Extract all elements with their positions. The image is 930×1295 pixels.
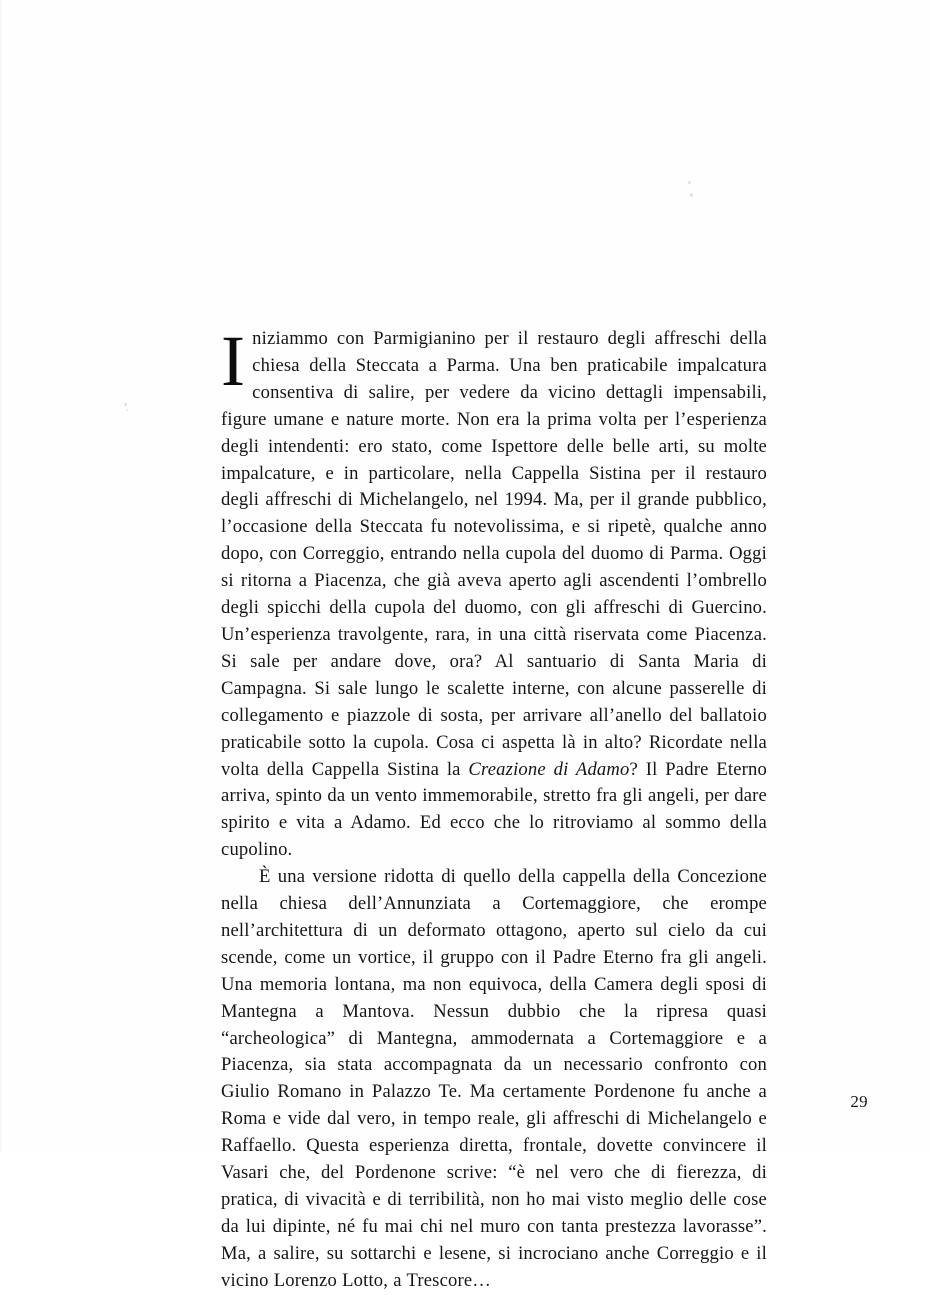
- artwork-title-italic: Creazione di Adamo: [468, 758, 630, 780]
- paragraph-1-part-b: ? Il Padre Eterno arriva, spinto da un vento immemorabile, stretto fra gli angeli, per dare spirito e vita a Adamo. Ed ecco che lo ritroviamo al sommo della cupolino.: [221, 758, 767, 861]
- body-text-block: [221, 321, 767, 1295]
- scan-dust-speck: [126, 409, 128, 411]
- scan-dust-speck: [124, 403, 127, 406]
- paragraph-1-part-a: niziammo con Parmigianino per il restauro degli affreschi della chiesa della Steccata a Parma. Una ben praticabile impalcatura consentiva di salire, per vedere da vicino dettagli impensabili, figure umane e nature morte. Non era la prima volta per l’esperienza degli intendenti: ero stato, come Ispettore delle belle arti, su molte impalcature, e in particolare, nella Cappella Sistina per il restauro degli affreschi di Michelangelo, nel 1994. Ma, per il grande pubblico, l’occasione della Steccata fu notevolissima, e si ripetè, qualche anno dopo, con Correggio, entrando nella cupola del duomo di Parma. Oggi si ritorna a Piacenza, che già aveva aperto agli ascendenti l’ombrello degli spicchi della cupola del duomo, con gli affreschi di Guercino. Un’esperienza travolgente, rara, in una città riservata come Piacenza. Si sale per andare dove, ora? Al santuario di Santa Maria di Campagna. Si sale lungo le scalette interne, con alcune passerelle di collegamento e piazzole di sosta, per arrivare all’anello del ballatoio praticabile sotto la cupola. Cosa ci aspetta là in alto? Ricordate nella volta della Cappella Sistina la: [221, 328, 767, 780]
- scan-edge-artifact: [0, 0, 3, 1152]
- page-number: 29: [850, 1092, 868, 1111]
- paragraph-2: È una versione ridotta di quello della cappella della Concezione nella chiesa dell’Annunziata a Cortemaggiore, che erompe nell’architettura di un deformato ottagono, aperto sul cielo da cui scende, come un vortice, il gruppo con il Padre Eterno fra gli angeli. Una memoria lontana, ma non equivoca, della Camera degli sposi di Mantegna a Mantova. Nessun dubbio che la ripresa quasi “archeologica” di Mantegna, ammodernata a Cortemaggiore e a Piacenza, sia stata accompagnata da un necessario confronto con Giulio Romano in Palazzo Te. Ma certamente Pordenone fu anche a Roma e vide dal vero, in tempo reale, gli affreschi di Michelangelo e Raffaello. Questa esperienza diretta, frontale, dovette convincere il Vasari che, del Pordenone scrive: “è nel vero che di fierezza, di pratica, di vivacità e di terribilità, non ho mai visto meglio delle cose da lui dipinte, né fu mai chi nel muro con tanta prestezza lavorasse”. Ma, a salire, su sottarchi e lesene, si incrociano anche Correggio e il vicino Lorenzo Lotto, a Trescore…: [221, 866, 767, 1291]
- drop-cap-letter: I: [221, 321, 246, 401]
- paragraph-1: [221, 321, 767, 864]
- scan-dust-speck: [688, 181, 691, 184]
- scan-dust-speck: [690, 193, 693, 197]
